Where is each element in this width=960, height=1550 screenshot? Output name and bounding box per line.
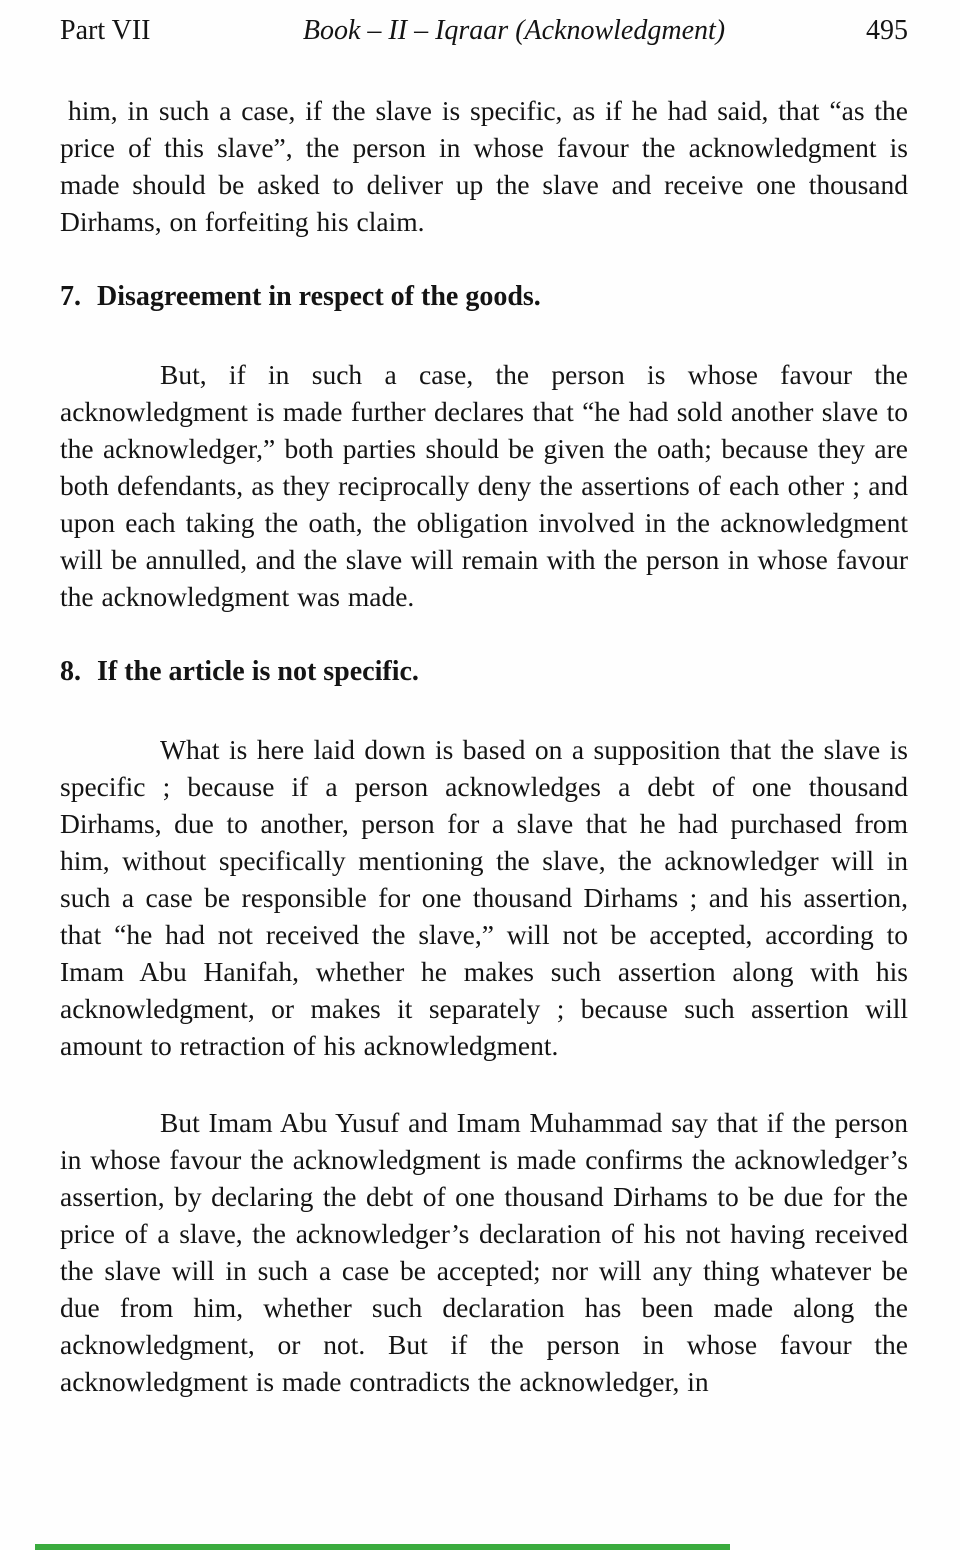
paragraph-continuation: him, in such a case, if the slave is specific, as if he had said, that “as the price of this slave”, the person in whose favour the acknowledgment is made should be asked to deliver up the slave and receive one thousand Dirhams, on forfeiting his claim. — [60, 95, 908, 237]
paragraph-section-8-a: What is here laid down is based on a supposition that the slave is specific ; because if a person acknowledges a debt of one thousand Dirhams, due to another, person for a slave that he had purchased from him, without specifically mentioning the slave, the acknowledger will in such a case be responsible for one thousand Dirhams ; and his assertion, that “he had not received the slave,” will not be accepted, according to Imam Abu Hanifah, whether he makes such assertion along with his acknowledgment, or makes it separately ; because such assertion will amount to retraction of his acknowledgment. — [60, 734, 908, 1061]
running-header — [60, 14, 908, 48]
section-heading-7 — [60, 280, 908, 314]
paragraph-section-7: But, if in such a case, the person is whose favour the acknowledgment is made further declares that “he had sold another slave to the acknowledger,” both parties should be given the oath; because they are both defendants, as they reciprocally deny the assertions of each other ; and upon each taking the oath, the obligation involved in the acknowledgment will be annulled, and the slave will remain with the person in whose favour the acknowledgment was made. — [60, 359, 908, 612]
paragraph-section-8-b: But Imam Abu Yusuf and Imam Muhammad say that if the person in whose favour the acknowledgment is made confirms the acknowledger’s assertion, by declaring the debt of one thousand Dirhams to be due for the price of a slave, the acknowledger’s declaration of his not having received the slave will in such a case be accepted; nor will any thing whatever be due from him, whether such declaration has been made along the acknowledgment, or not. But if the person in whose favour the acknowledgment is made contradicts the acknowledger, in — [60, 1107, 908, 1397]
section-7-number: 7. — [60, 281, 81, 312]
section-8-title: If the article is not specific. — [97, 656, 419, 687]
scan-artifact-bar — [35, 1544, 730, 1550]
section-8-number: 8. — [60, 656, 81, 687]
header-part-label: Part VII — [60, 15, 151, 46]
section-7-title: Disagreement in respect of the goods. — [97, 281, 541, 312]
section-heading-8 — [60, 655, 908, 689]
page-body — [60, 92, 908, 1400]
header-page-number: 495 — [866, 15, 908, 46]
header-book-title: Book – II – Iqraar (Acknowledgment) — [302, 15, 726, 46]
